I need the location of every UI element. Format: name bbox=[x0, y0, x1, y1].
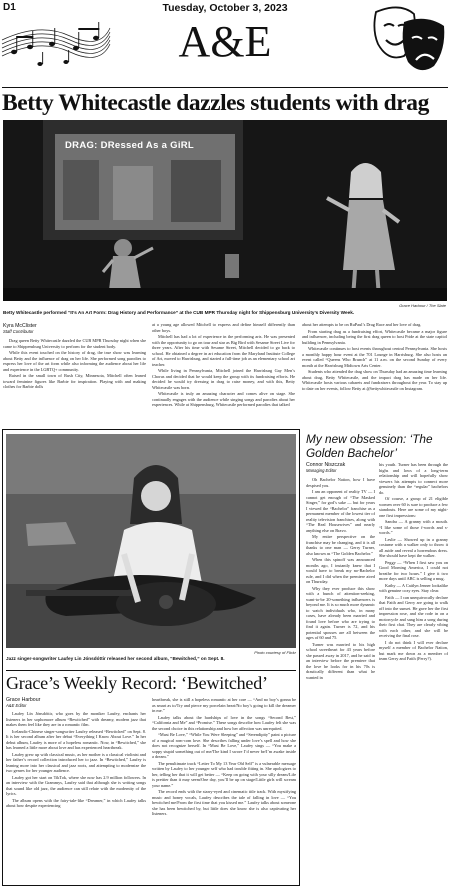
lead-column-1 bbox=[3, 338, 146, 424]
obsession-column-1 bbox=[306, 477, 375, 883]
paragraph: heartbreak, she is still a hopeless romantic at her core — “And no boy’s gonna be as smart as to/Try and pierce my porcelain heart/No boy’s going to kill the dreamer in me.” bbox=[152, 697, 296, 713]
issue-date: Tuesday, October 3, 2023 bbox=[162, 2, 288, 14]
paragraph: Laufey got her start on TikTok, where she now has 2.9 million followers. In an interview with the Grammys, Laufey said that although she is writing songs that sound like old jazz, the audience can still relate with the modernity of the lyrics. bbox=[6, 774, 146, 796]
lead-byline-name: Kyra McClister bbox=[3, 323, 37, 329]
paragraph: The record ends with the starry-eyed and cinematic title track. With mystifying music and honey vocals, Laufey describes the tale of falling in love — “You bewitched me/From the first time that you kissed me.” Laufey talks about someone she has been bewitched by, but little does she know she is also captivating her listeners. bbox=[152, 789, 296, 816]
record-byline-title: A&E Editor bbox=[6, 703, 27, 708]
record-caption-rule bbox=[6, 670, 296, 671]
paragraph: Sandra — A granny with a mouth. “I like some of those f-words and s-words.” bbox=[379, 519, 448, 535]
paragraph: Oh Bachelor Nation, how I have despised you. bbox=[306, 477, 375, 488]
paragraph: I do not think I will ever declare myself a member of Bachelor Nation, but mark me down as a member of team Gerry and Faith (Ferry?). bbox=[379, 639, 448, 661]
paragraph: Mitchell has had a lot of experience in the performing arts. He was presented with the opportunity to go on tour and star as Big Bird with Sesame Street Live for three years. After his time with Sesame Street, Mitchell decided to go back to school. He obtained a degree in art education from the Maryland Institute College of Art, moved to Harrisburg, and started a full-time job as an elementary school art teacher. bbox=[152, 334, 295, 367]
obsession-column-2 bbox=[379, 462, 448, 883]
paragraph: The album opens with the fairy-tale-like “Dreamer,” in which Laufey talks about how despite experiencing bbox=[6, 797, 146, 808]
lead-photo bbox=[3, 120, 447, 301]
record-column-1 bbox=[6, 711, 146, 883]
lead-headline: Betty Whitecastle dazzles students with drag bbox=[2, 90, 429, 116]
paragraph: Turner was married to his high school sweetheart for 43 years before she passed away in 2017, and he said in an interview before the premiere that the love he looks for in his 70s is drastically different than what he wanted in bbox=[306, 641, 375, 680]
obsession-byline-name: Connor Niszczak bbox=[306, 462, 346, 468]
music-notes-art bbox=[0, 14, 112, 80]
paragraph: Drag queen Betty Whitecastle dazzled the CUB MPR Thursday night when she came to Shippensburg University to perform for the student body. bbox=[3, 338, 146, 349]
paragraph: While living in Pennsylvania, Mitchell joined the Harrisburg Gay Men’s Chorus and decided that he would keep the group with its fundraising efforts. He decided he would try dressing in drag to raise money, and with this, Betty Whitecastle was born. bbox=[152, 368, 295, 390]
record-column-2 bbox=[152, 697, 296, 883]
paragraph: Whitecastle is truly an amazing character and comes alive on stage. She continually engages with the audience while singing songs and parodies about her experiences. While at Shippensburg, Whitecastle performed parodies that talked bbox=[152, 391, 295, 407]
paragraph: Why they ever produce this show with a bunch of attention-seeking, want-to-be 20-something influencers is beyond me. It is so much more dynamic to watch individuals who, in many cases, have already been married and found love before who are trying to find it again. Turner is 72, and his potential spouses are all between the ages of 60 and 75. bbox=[306, 585, 375, 640]
paragraph: Peggy — “When I first saw you on Good Morning America, I could not breathe for two hours.” I give it two more days until ABC is selling a mug. bbox=[379, 559, 448, 581]
lead-column-2 bbox=[152, 322, 295, 424]
paragraph: My entire perspective on the franchise may be changing, and it is all thanks to one man — Gerry Turner, also known as “The Golden Bachelor.” bbox=[306, 534, 375, 556]
paragraph: at a young age allowed Mitchell to express and define himself differently than other boys. bbox=[152, 322, 295, 333]
lead-byline-title: Staff Contributor bbox=[3, 329, 34, 334]
paragraph: Kathy — A Caitlyn Jenner lookalike with genuine cozy eyes. Stay clear. bbox=[379, 582, 448, 593]
paragraph: Raised in the small town of Rush City, Minnesota, Mitchell often leaned toward feminine figures like Barbie for inspiration. Playing with and making clothes for Barbie dolls bbox=[3, 373, 146, 389]
obsession-byline-title: Managing Editor bbox=[306, 468, 337, 473]
paragraph: From starting drag as a fundraising effort, Whitecastle became a major figure and influencer, including being the first drag queen to host Pride at the state capitol building in Pennsylvania. bbox=[302, 328, 447, 345]
paragraph: Laufey Lín Jónsdóttir, who goes by the moniker Laufey, enchants her listeners in her sophomore album “Bewitched” with dreamy, modern jazz that makes them feel like they are in a romantic film. bbox=[6, 711, 146, 727]
record-photo bbox=[6, 434, 296, 648]
paragraph: “Must Be Love,” “While You Were Sleeping” and “Serendipity” paint a picture of a magical rom-com love. She describes falling under love’s spell and how she does not recognize herself. In “Must Be Love,” Laufey sings — “You make a soppy stupid something out of me/The kind I swore I’d never be/I’m awake inside a dream.” bbox=[152, 732, 296, 759]
paragraph: Faith — I can unequivocally declare that Faith and Gerry are going to walk off into the sunset. He gave her the first impression rose, and she rode in on a motorcycle and sang him a song during their first chat. They are clearly vibing with each other, and she will be receiving the final rose. bbox=[379, 594, 448, 638]
paragraph: Whitecastle continues to host events throughout central Pennsylvania. She hosts a monthly happy hour event at the 701 Lounge in Harrisburg. She also hosts an event called “Queens Who Brunch” at 11 a.m. on the second Sunday of every month at the Harrisburg Midtown Arts Center. bbox=[302, 346, 447, 368]
slide-text: DRAG: DRessed As a GiRL bbox=[65, 140, 195, 151]
record-byline-name: Grace Harbour bbox=[6, 697, 41, 703]
paragraph: When this spinoff was announced months ago, I instantly knew that I would have to break my no-Bachelor rule, and I did when the premiere aired on Thursday. bbox=[306, 557, 375, 584]
record-headline: Grace’s Weekly Record: ‘Bewitched’ bbox=[6, 673, 268, 693]
page-number: D1 bbox=[3, 2, 16, 13]
paragraph: While this event touched on the history of drag, the true show was learning about Betty and the influence of drag on her life. She performed song parodies to express her love of the art form while also informing the audience about her life and experience in the LGBTQ+ community. bbox=[3, 350, 146, 372]
obsession-headline: My new obsession: ‘The Golden Bachelor’ bbox=[306, 432, 433, 460]
lead-caption: Betty Whitecastle performed “It’s An Art Form: Drag History and Performance” at the CUB MPR Thursday night for Shippensburg University’s Diversity Week. bbox=[3, 310, 355, 315]
record-caption: Jazz singer-songwriter Laufey Lin Jónsdóttir released her second album, “Bewitched,” on Sept. 8. bbox=[6, 656, 225, 661]
record-photo-credit: Photo courtesy of Flickr bbox=[254, 650, 296, 655]
lead-photo-credit: Grace Harbour / The Slate bbox=[399, 303, 446, 308]
paragraph: Icelandic-Chinese singer-songwriter Laufey released “Bewitched” on Sept. 8. It is her second album after her debut “Everything I Know About Love.” In her debut album, Laufey is more of a hopeless romantic. Now, in “Bewitched,” she has learned a little more about love and has experienced heartbreak. bbox=[6, 728, 146, 750]
section-title: A&E bbox=[178, 17, 272, 66]
paragraph: Of course, a group of 21 eligible women over 60 is sure to produce a few standouts. Here are some of my night-one first impressions: bbox=[379, 496, 448, 518]
header-rule bbox=[2, 87, 448, 88]
paragraph: Laufey grew up with classical music, as her mother is a classical violinist and her father’s record collection introduced her to jazz. In “Bewitched,” Laufey is leaning more into her classical and jazz roots, and attempting to modernize the two genres for her younger audience. bbox=[6, 751, 146, 773]
paragraph: about her attempts to be on RuPaul’s Drag Race and her love of drag. bbox=[302, 322, 422, 327]
lead-column-3 bbox=[302, 322, 447, 424]
theater-masks-icon bbox=[370, 4, 448, 78]
paragraph: I am an opponent of reality TV — I cannot get enough of “The Masked Singer,” for god’s sake — but for years I viewed the “Bachelor” franchise as a permanent member of the lowest tier of reality television franchises, along with “The Real Housewives” and nearly anything else on Bravo. bbox=[306, 489, 375, 533]
paragraph: Leslie — Showed up in a granny costume with a walker only to throw it all aside and reveal a horrendous dress. She should have kept the walker. bbox=[379, 536, 448, 558]
paragraph: The penultimate track “Letter To My 13 Year Old Self” is a vulnerable message written by Laufey to her younger self who had trouble fitting in. She apologizes to her, telling her that it will get better — “Keep on going with your silly dream/Life is prettier than it may seem/One day, you’ll be up on stage/Little girls will scream your name.” bbox=[152, 760, 296, 788]
paragraph: Students who attended the drag show on Thursday had an amazing time learning about drag, Betty Whitecastle, and the impact drag has made on her life. Whitecastle hosts various cabarets and fundraisers throughout the year. To stay up to date on her events, follow Betty at @bettywhitecastle on Instagram. bbox=[302, 369, 447, 391]
paragraph: Laufey talks about the hardships of love in the songs “Second Best,” “California and Me” and “Promise.” These songs describe how Laufey felt she was the second choice in this relationship and how her affection was unrequited. bbox=[152, 714, 296, 731]
paragraph: his youth. Turner has been through the highs and lows of a long-term relationship and will hopefully show viewers his attempts to connect more genuinely than the “regular” bachelors do. bbox=[379, 462, 448, 495]
